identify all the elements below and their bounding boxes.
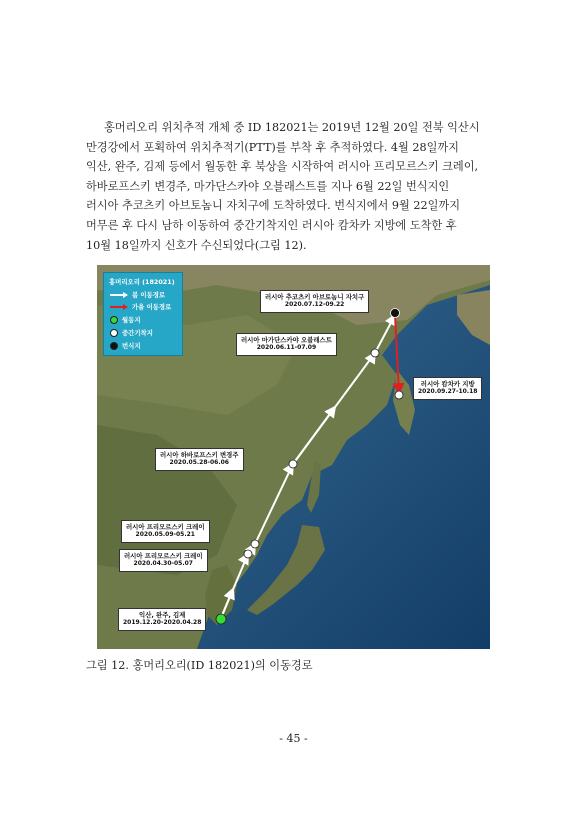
stopover-marker [371, 349, 379, 357]
wintering-site-marker [216, 614, 226, 624]
paragraph-line: 만경강에서 포획하여 위치추적기(PTT)를 부착 후 추적하였다. 4월 28일까지 [86, 140, 459, 154]
legend-wintering: 월동지 [110, 315, 141, 324]
stopover-marker [395, 391, 403, 399]
paragraph-line: 러시아 추코츠키 아브토놈니 자치구에 도착하였다. 번식지에서 9월 22일까지 [86, 199, 461, 213]
label-primorsky-2: 러시아 프리모르스키 크레이 2020.04.30-05.07 [119, 549, 208, 572]
label-magadan: 러시아 마가단스카야 오블래스트 2020.06.11-07.09 [236, 333, 337, 356]
stopover-marker [244, 550, 252, 558]
label-chukotka: 러시아 추코츠키 아브토놈니 자치구 2020.07.12-09.22 [260, 290, 369, 313]
label-khabarovsk: 러시아 하바로프스키 변경주 2020.05.28-06.06 [155, 448, 244, 471]
legend-stopover: 중간기착지 [110, 328, 153, 337]
page-number: - 45 - [279, 732, 308, 745]
legend-autumn: 가을 이동경로 [110, 302, 171, 311]
paragraph-line: 10월 18일까지 신호가 수신되었다(그림 12). [86, 238, 307, 252]
paragraph-line: 머무른 후 다시 남하 이동하여 중간기착지인 러시아 캄차카 지방에 도착한 후 [86, 218, 457, 232]
legend-title: 홍머리오리 (182021) [109, 278, 175, 286]
red-arrow-icon [110, 304, 128, 310]
map-legend [103, 272, 183, 356]
green-dot-icon [110, 316, 118, 324]
figure-caption: 그림 12. 홍머리오리(ID 182021)의 이동경로 [86, 659, 313, 672]
stopover-marker [289, 460, 297, 468]
label-kamchatka: 러시아 캄차카 지방 2020.09.27-10.18 [413, 377, 482, 400]
breeding-site-marker [391, 309, 400, 318]
paragraph-line: 홍머리오리 위치추적 개체 중 ID 182021는 2019년 12월 20일 전북 익산시 [104, 121, 480, 134]
black-dot-icon [110, 342, 118, 350]
legend-spring: 봄 이동경로 [110, 290, 165, 299]
legend-breeding: 번식지 [110, 341, 141, 350]
paragraph-line: 익산, 완주, 김제 등에서 월동한 후 북상을 시작하여 러시아 프리모르스키 크레이, [86, 160, 479, 174]
body-paragraph [86, 118, 504, 255]
label-iksan: 익산, 완주, 김제 2019.12.20-2020.04.28 [118, 608, 206, 631]
white-arrow-icon [110, 292, 128, 298]
migration-map [97, 265, 490, 649]
white-dot-icon [110, 329, 118, 337]
label-primorsky-1: 러시아 프리모르스키 크레이 2020.05.09-05.21 [121, 520, 210, 543]
paragraph-line: 하바로프스키 변경주, 마가단스카야 오블래스트를 지나 6월 22일 번식지인 [86, 179, 450, 193]
stopover-marker [251, 540, 259, 548]
